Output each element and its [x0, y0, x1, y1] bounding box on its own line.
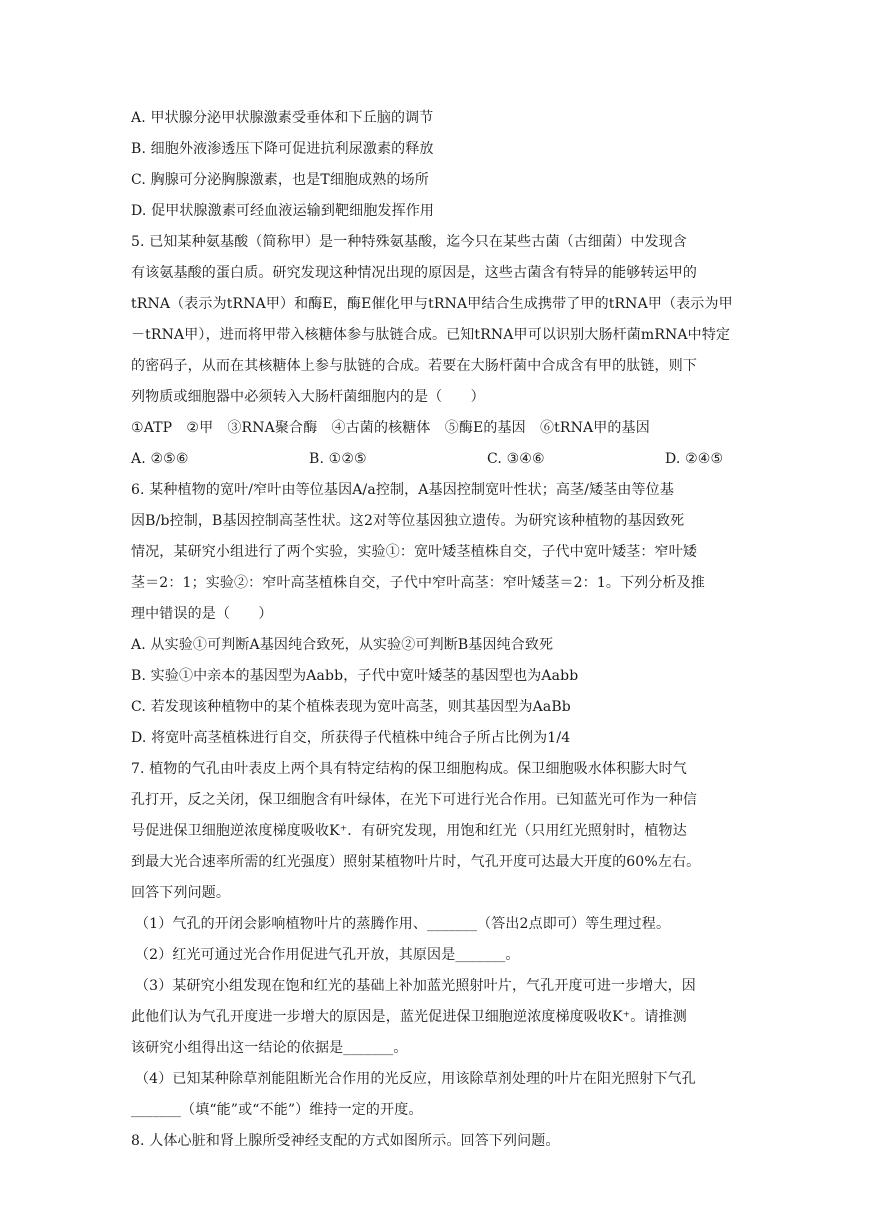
q5-option-d: D. ②④⑤: [665, 451, 724, 467]
q5-options: [131, 444, 741, 475]
q7-sub-question-3-cont: 此他们认为气孔开度进一步增大的原因是，蓝光促进保卫细胞逆浓度梯度吸收K⁺。请推测: [131, 1009, 687, 1025]
q4-option-c: C. 胸腺可分泌胸腺激素，也是T细胞成熟的场所: [131, 172, 429, 188]
q6-option-b: B. 实验①中亲本的基因型为Aabb，子代中宽叶矮茎的基因型也为Aabb: [131, 668, 579, 684]
q6-stem-line: 6. 某种植物的宽叶/窄叶由等位基因A/a控制，A基因控制宽叶性状；高茎/矮茎由等位基: [131, 482, 674, 498]
q5-stem-line: 的密码子，从而在其核糖体上参与肽链的合成。若要在大肠杆菌中合成含有甲的肽链，则下: [131, 358, 697, 374]
q5-stem-line: 列物质或细胞器中必须转入大肠杆菌细胞内的是（ ）: [131, 389, 485, 405]
q6-option-a: A. 从实验①可判断A基因纯合致死，从实验②可判断B基因纯合致死: [131, 637, 554, 653]
q7-stem-line: 回答下列问题。: [131, 885, 231, 901]
q7-sub-question-2: （2）红光可通过光合作用促进气孔开放，其原因是_______。: [135, 947, 520, 963]
q7-sub-question-4-cont: _______（填“能”或“不能”）维持一定的开度。: [131, 1102, 423, 1118]
q6-option-c: C. 若发现该种植物中的某个植株表现为宽叶高茎，则其基因型为AaBb: [131, 699, 571, 715]
q7-stem-line: 孔打开，反之关闭，保卫细胞含有叶绿体，在光下可进行光合作用。已知蓝光可作为一种信: [131, 792, 697, 808]
q4-option-b: B. 细胞外液渗透压下降可促进抗利尿激素的释放: [131, 141, 434, 157]
q4-option-a: A. 甲状腺分泌甲状腺激素受垂体和下丘脑的调节: [131, 110, 434, 126]
q6-stem-line: 理中错误的是（ ）: [131, 606, 273, 622]
q5-stem-line: 5. 已知某种氨基酸（简称甲）是一种特殊氨基酸，迄今只在某些古菌（古细菌）中发现含: [131, 234, 687, 250]
q5-stem-line: 有该氨基酸的蛋白质。研究发现这种情况出现的原因是，这些古菌含有特异的能够转运甲的: [131, 265, 697, 281]
q7-stem-line: 到最大光合速率所需的红光强度）照射某植物叶片时，气孔开度可达最大开度的60%左右。: [131, 854, 701, 870]
q7-sub-question-4: （4）已知某种除草剂能阻断光合作用的光反应，用该除草剂处理的叶片在阳光照射下气孔: [135, 1071, 696, 1087]
q6-stem-line: 因B/b控制，B基因控制高茎性状。这2对等位基因独立遗传。为研究该种植物的基因致死: [131, 513, 685, 529]
q7-sub-question-3-cont: 该研究小组得出这一结论的依据是_______。: [131, 1040, 408, 1056]
q5-option-a: A. ②⑤⑥: [131, 451, 189, 467]
q5-option-c: C. ③④⑥: [487, 451, 545, 467]
q6-option-d: D. 将宽叶高茎植株进行自交，所获得子代植株中纯合子所占比例为1/4: [131, 730, 571, 746]
q7-stem-line: 号促进保卫细胞逆浓度梯度吸收K⁺．有研究发现，用饱和红光（只用红光照射时，植物达: [131, 823, 687, 839]
q8-stem: 8. 人体心脏和肾上腺所受神经支配的方式如图所示。回答下列问题。: [131, 1133, 560, 1149]
q7-sub-question-1: （1）气孔的开闭会影响植物叶片的蒸腾作用、_______（答出2点即可）等生理过程。: [135, 916, 671, 932]
q7-sub-question-3: （3）某研究小组发现在饱和红光的基础上补加蓝光照射叶片，气孔开度可进一步增大，因: [135, 978, 696, 994]
q7-stem-line: 7. 植物的气孔由叶表皮上两个具有特定结构的保卫细胞构成。保卫细胞吸水体积膨大时气: [131, 761, 687, 777]
q5-items: ①ATP ②甲 ③RNA聚合酶 ④古菌的核糖体 ⑤酶E的基因 ⑥tRNA甲的基因: [131, 420, 650, 436]
q4-option-d: D. 促甲状腺激素可经血液运输到靶细胞发挥作用: [131, 203, 435, 219]
q5-stem-line: －tRNA甲），进而将甲带入核糖体参与肽链合成。已知tRNA甲可以识别大肠杆菌mRNA中特定: [131, 327, 731, 343]
q6-stem-line: 茎＝2：1；实验②：窄叶高茎植株自交，子代中窄叶高茎：窄叶矮茎＝2：1。下列分析及推: [131, 575, 705, 591]
q6-stem-line: 情况，某研究小组进行了两个实验，实验①：宽叶矮茎植株自交，子代中宽叶矮茎：窄叶矮: [131, 544, 697, 560]
q5-stem-line: tRNA（表示为tRNA甲）和酶E，酶E催化甲与tRNA甲结合生成携带了甲的tRNA甲（表示为甲: [131, 296, 733, 312]
question-content: [131, 103, 741, 1157]
q5-option-b: B. ①②⑤: [309, 451, 367, 467]
